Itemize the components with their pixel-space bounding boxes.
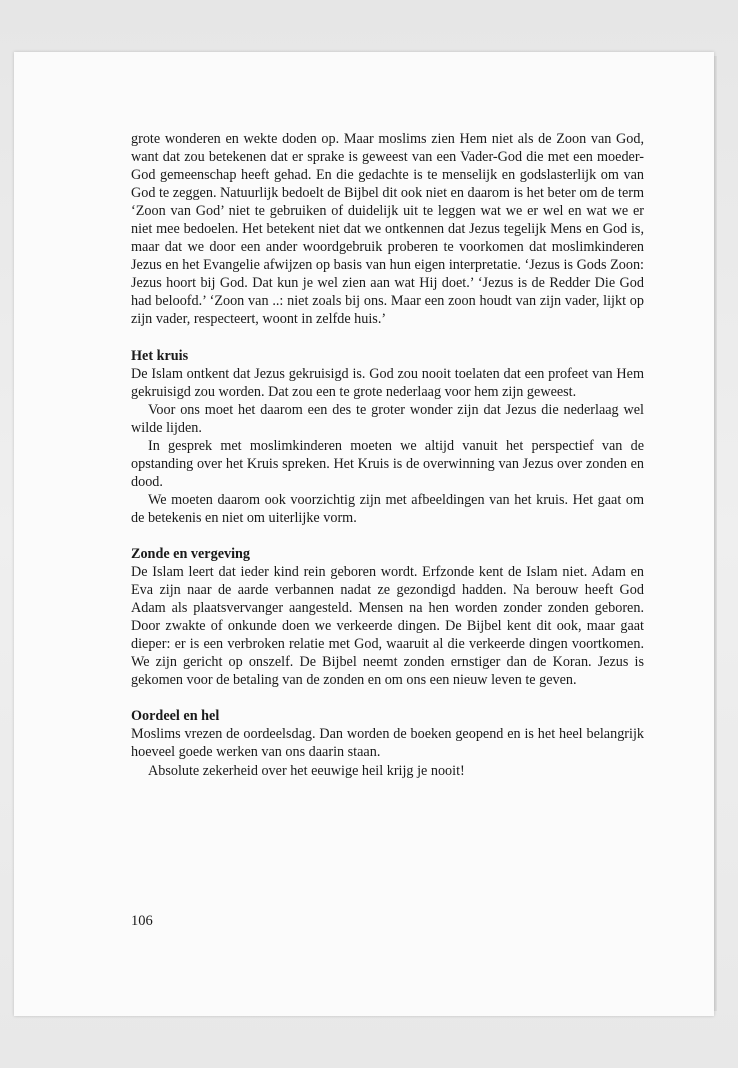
paragraph: Absolute zekerheid over het eeuwige heil krijg je nooit! — [148, 762, 465, 779]
section-zonde-en-vergeving — [131, 545, 644, 689]
section-heading: Oordeel en hel — [131, 708, 220, 725]
paragraph: In gesprek met moslimkinderen moeten we altijd vanuit het perspectief van de opstanding over het Kruis spreken. Het Kruis is de overwinning van Jezus over zonden en dood. — [131, 437, 644, 490]
page-number: 106 — [131, 913, 153, 929]
section-het-kruis — [131, 347, 644, 527]
paragraph: Voor ons moet het daarom een des te groter wonder zijn dat Jezus die nederlaag wel wilde lijden. — [131, 401, 644, 436]
paragraph: Moslims vrezen de oordeelsdag. Dan worden de boeken geopend en is het heel belangrijk hoeveel goede werken van ons daarin staan. — [131, 726, 644, 761]
section-heading: Het kruis — [131, 347, 189, 364]
page-text — [131, 130, 644, 780]
section-oordeel-en-hel — [131, 707, 644, 779]
paragraph: We moeten daarom ook voorzichtig zijn met afbeeldingen van het kruis. Het gaat om de betekenis en niet om uiterlijke vorm. — [131, 491, 644, 526]
paragraph: De Islam ontkent dat Jezus gekruisigd is. God zou nooit toelaten dat een profeet van Hem gekruisigd zou worden. Dat zou een te grote nederlaag voor hem zijn geweest. — [131, 365, 644, 400]
intro-paragraph: grote wonderen en wekte doden op. Maar moslims zien Hem niet als de Zoon van God, want dat zou betekenen dat er sprake is geweest van een Vader-God die met een moeder-God gemeenschap heeft gehad. En die gedachte is te menselijk en godslasterlijk om van God te zeggen. Natuurlijk bedoelt de Bijbel dit ook niet en daarom is het beter om de term ‘Zoon van God’ niet te gebruiken of duidelijk uit te leggen wat we er wel en wat we er niet mee bedoelen. Het betekent niet dat we ontkennen dat Jezus tegelijk Mens en God is, maar dat we door een ander woordgebruik proberen te voorkomen dat moslimkinderen Jezus en het Evangelie afwijzen op basis van hun eigen interpretatie. ‘Jezus is Gods Zoon: Jezus hoort bij God. Dat kun je wel zien aan wat Hij doet.’ ‘Jezus is de Redder Die God had beloofd.’ ‘Zoon van ..: niet zoals bij ons. Maar een zoon houdt van zijn vader, lijkt op zijn vader, respecteert, woont in zelfde huis.’ — [131, 131, 644, 328]
paragraph: De Islam leert dat ieder kind rein geboren wordt. Erfzonde kent de Islam niet. Adam en Eva zijn naar de aarde verbannen nadat ze gezondigd hadden. Na berouw heeft God Adam als plaatsvervanger aangesteld. Mensen na hen worden zonder zonden geboren. Door zwakte of onkunde doen we verkeerde dingen. De Bijbel kent dit ook, maar gaat dieper: er is een verbroken relatie met God, waaruit al die verkeerde dingen voortkomen. We zijn gericht op onszelf. De Bijbel neemt zonden ernstiger dan de Koran. Jezus is gekomen voor de betaling van de zonden en om ons een nieuw leven te geven. — [131, 564, 644, 689]
section-heading: Zonde en vergeving — [131, 545, 251, 562]
